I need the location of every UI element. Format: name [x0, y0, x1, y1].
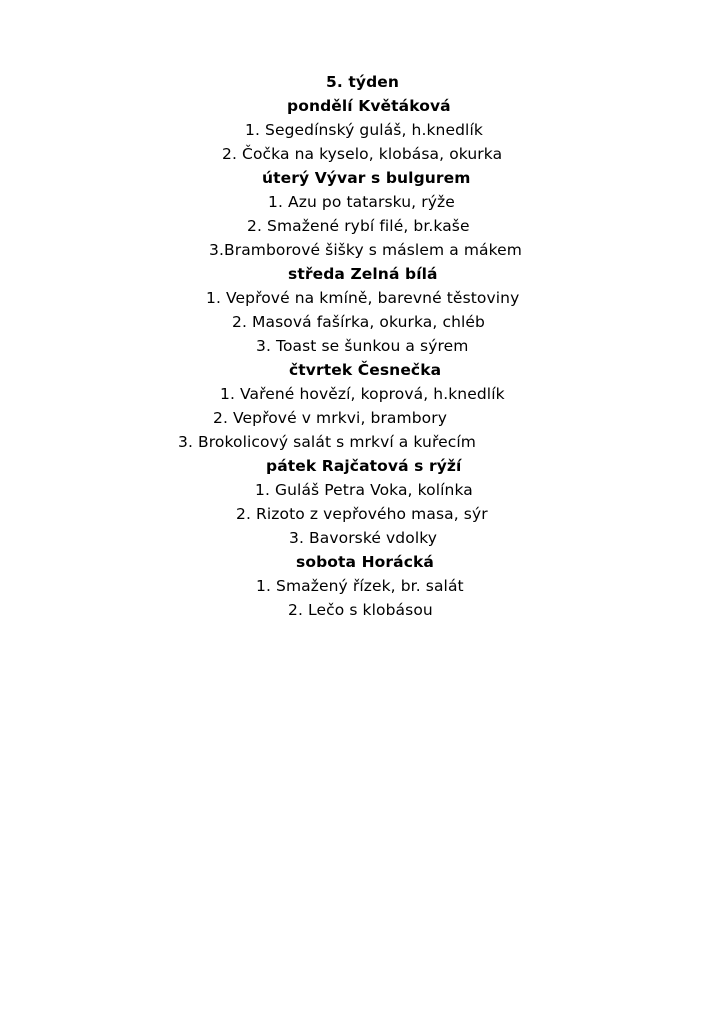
menu-item: 1. Vařené hovězí, koprová, h.knedlík	[220, 385, 505, 403]
menu-item: 1. Vepřové na kmíně, barevné těstoviny	[206, 289, 520, 307]
week-title: 5. týden	[326, 73, 400, 91]
menu-item: 1. Azu po tatarsku, rýže	[268, 193, 455, 211]
menu-item: 2. Rizoto z vepřového masa, sýr	[236, 505, 488, 523]
day-heading-thursday: čtvrtek Česnečka	[289, 361, 442, 379]
day-heading-friday: pátek Rajčatová s rýží	[266, 457, 462, 475]
menu-item: 1. Smažený řízek, br. salát	[256, 577, 464, 595]
day-heading-wednesday: středa Zelná bílá	[288, 265, 438, 283]
menu-item: 2. Lečo s klobásou	[288, 601, 433, 619]
day-heading-tuesday: úterý Vývar s bulgurem	[262, 169, 471, 187]
menu-item: 1. Segedínský guláš, h.knedlík	[245, 121, 483, 139]
menu-item: 3. Toast se šunkou a sýrem	[256, 337, 469, 355]
menu-item: 2. Masová fašírka, okurka, chléb	[232, 313, 485, 331]
menu-item: 2. Smažené rybí filé, br.kaše	[247, 217, 470, 235]
menu-item: 2. Vepřové v mrkvi, brambory	[213, 409, 447, 427]
day-heading-monday: pondělí Květáková	[287, 97, 451, 115]
day-heading-saturday: sobota Horácká	[296, 553, 434, 571]
menu-item: 3. Brokolicový salát s mrkví a kuřecím	[178, 433, 476, 451]
menu-item: 3. Bavorské vdolky	[289, 529, 438, 547]
menu-item: 2. Čočka na kyselo, klobása, okurka	[222, 145, 503, 163]
menu-item: 3.Bramborové šišky s máslem a mákem	[209, 241, 522, 259]
menu-item: 1. Guláš Petra Voka, kolínka	[255, 481, 473, 499]
